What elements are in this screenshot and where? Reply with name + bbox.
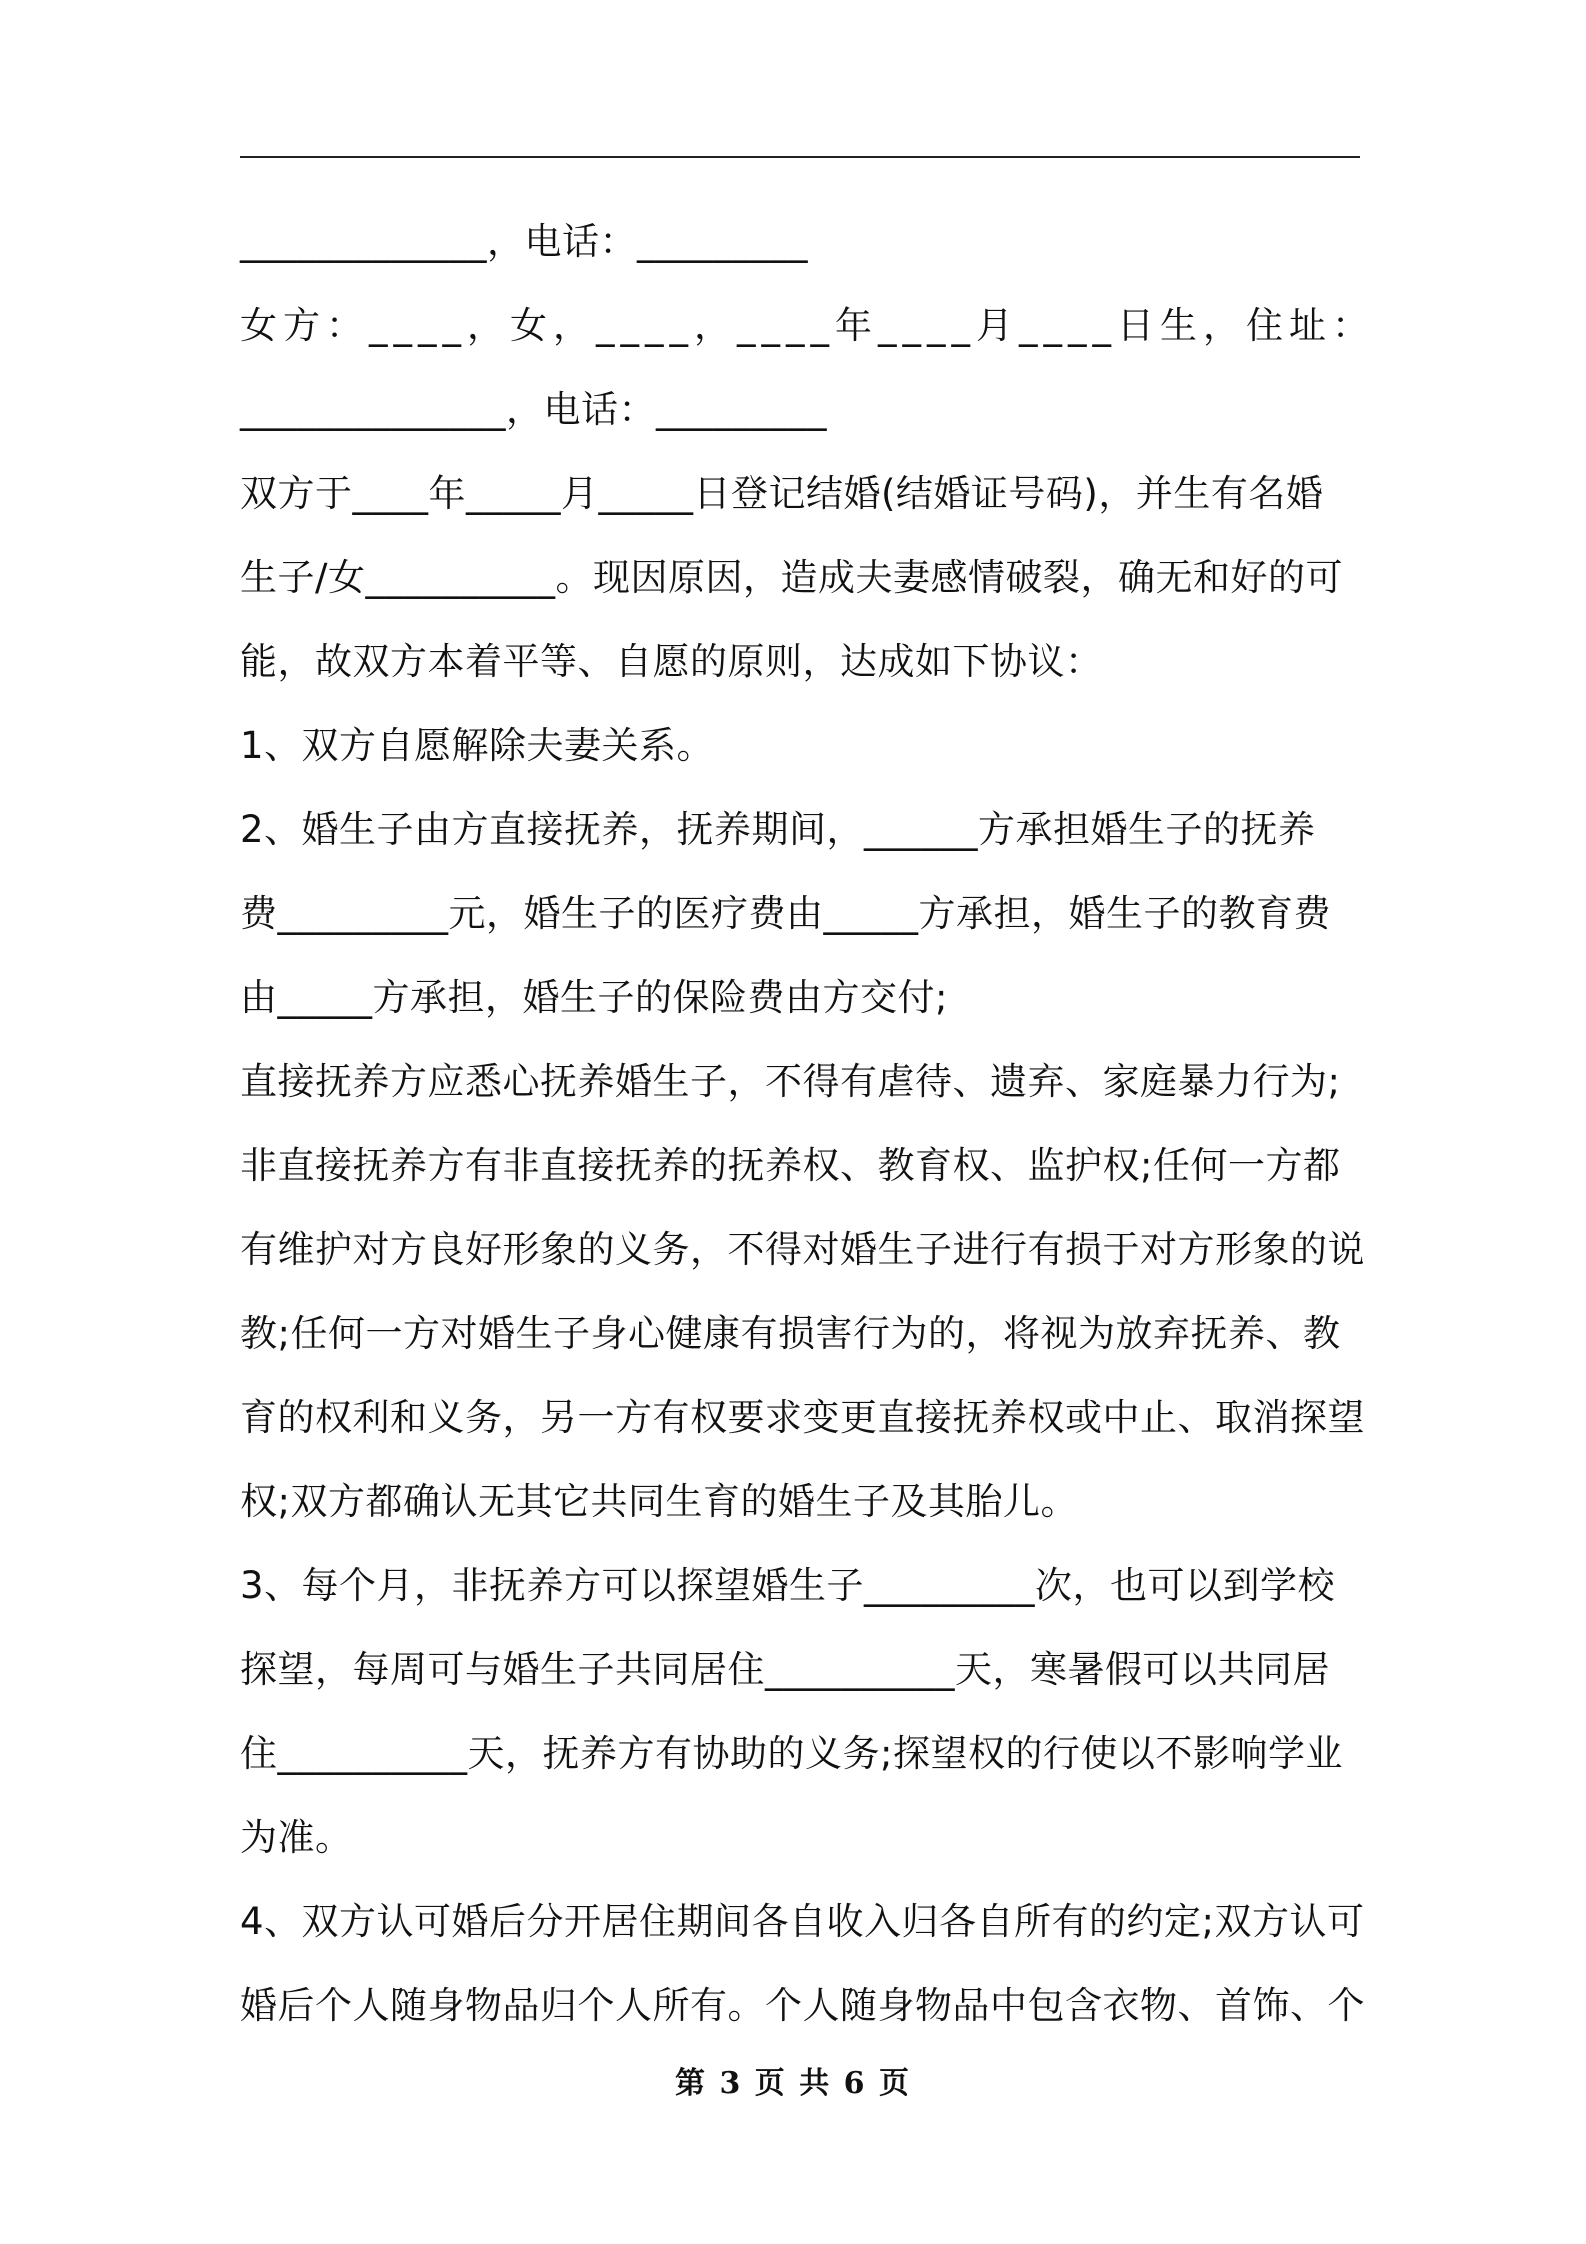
text-line: 能，故双方本着平等、自愿的原则，达成如下协议： [240,640,1103,683]
text-line: 2、婚生子由方直接抚养，抚养期间，______方承担婚生子的抚养 [240,808,1316,851]
document-body [240,200,1375,2048]
text-line: 费_________元，婚生子的医疗费由_____方承担，婚生子的教育费 [240,892,1331,935]
text-line: 有维护对方良好形象的义务，不得对婚生子进行有损于对方形象的说 [240,1228,1365,1271]
text-line: 女方：____，女，____，____年____月____日生，住址： [240,304,1375,347]
text-line: 直接抚养方应悉心抚养婚生子，不得有虐待、遗弃、家庭暴力行为; [240,1060,1341,1103]
text-line: 非直接抚养方有非直接抚养的抚养权、教育权、监护权;任何一方都 [240,1144,1341,1187]
text-line: 1、双方自愿解除夫妻关系。 [240,724,715,767]
text-line: _____________，电话：_________ [240,220,808,263]
text-line: 探望，每周可与婚生子共同居住__________天，寒暑假可以共同居 [240,1648,1330,1691]
text-line: 双方于____年_____月_____日登记结婚(结婚证号码)，并生有名婚 [240,472,1324,515]
text-line: ______________，电话：_________ [240,388,827,431]
page-footer: 第 3 页 共 6 页 [675,2066,911,2101]
text-line: 教;任何一方对婚生子身心健康有损害行为的，将视为放弃抚养、教 [240,1312,1341,1355]
text-line: 3、每个月，非抚养方可以探望婚生子_________次，也可以到学校 [240,1564,1336,1607]
text-line: 由_____方承担，婚生子的保险费由方交付; [240,976,948,1019]
text-line: 权;双方都确认无其它共同生育的婚生子及其胎儿。 [240,1480,1078,1523]
text-line: 为准。 [240,1816,353,1859]
header-rule [240,156,1360,158]
text-line: 住__________天，抚养方有协助的义务;探望权的行使以不影响学业 [240,1732,1343,1775]
text-line: 4、双方认可婚后分开居住期间各自收入归各自所有的约定;双方认可 [240,1900,1365,1943]
text-line: 育的权利和义务，另一方有权要求变更直接抚养权或中止、取消探望 [240,1396,1365,1439]
text-line: 生子/女__________。现因原因，造成夫妻感情破裂，确无和好的可 [240,556,1343,599]
text-line: 婚后个人随身物品归个人所有。个人随身物品中包含衣物、首饰、个 [240,1984,1365,2027]
